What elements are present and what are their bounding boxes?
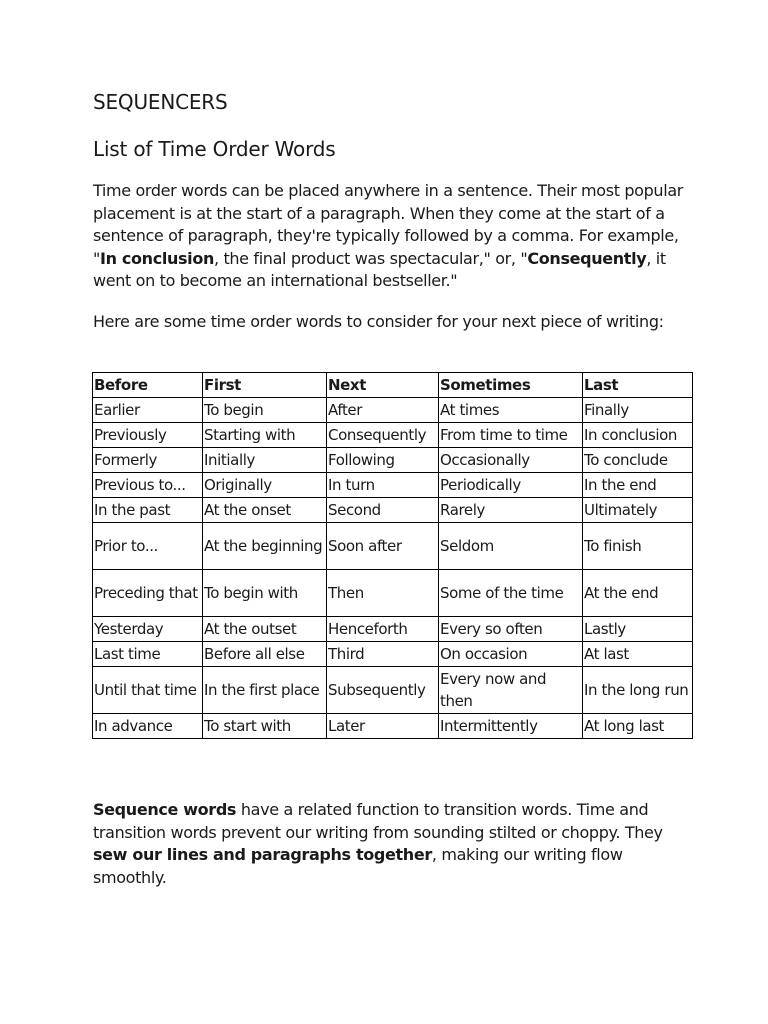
table-row: [93, 423, 693, 448]
table-row: [93, 498, 693, 523]
column-header: Sometimes: [439, 373, 583, 398]
table-cell: To begin: [203, 398, 327, 423]
table-cell: Second: [327, 498, 439, 523]
table-cell: Every now and then: [439, 667, 583, 714]
closing-bold-sequence-words: Sequence words: [93, 800, 237, 819]
table-cell: Then: [327, 570, 439, 617]
table-cell: At the end: [583, 570, 693, 617]
table-cell: On occasion: [439, 642, 583, 667]
table-row: [93, 473, 693, 498]
table-cell: Before all else: [203, 642, 327, 667]
intro-text-1: Time order words can be placed anywhere in a sentence. Their most popular placement is at the start of a paragraph. When they come at the start of a sentence of paragraph, they're typically followed by a comma. For example, ": [93, 181, 683, 268]
column-header: Next: [327, 373, 439, 398]
table-cell: In the past: [93, 498, 203, 523]
table-row: [93, 448, 693, 473]
table-cell: Lastly: [583, 617, 693, 642]
table-cell: Every so often: [439, 617, 583, 642]
table-cell: At long last: [583, 714, 693, 739]
intro-paragraph: [93, 180, 693, 293]
closing-text-2: , making our writing flow smoothly.: [93, 845, 623, 887]
table-cell: Originally: [203, 473, 327, 498]
table-row: [93, 617, 693, 642]
table-cell: Previous to...: [93, 473, 203, 498]
table-cell: Ultimately: [583, 498, 693, 523]
table-cell: Yesterday: [93, 617, 203, 642]
closing-paragraph: [93, 799, 693, 889]
section-heading: List of Time Order Words: [93, 137, 336, 161]
table-cell: Earlier: [93, 398, 203, 423]
closing-text-1: have a related function to transition words. Time and transition words prevent our writing from sounding stilted or choppy. They: [93, 800, 663, 842]
table-cell: At times: [439, 398, 583, 423]
table-cell: To begin with: [203, 570, 327, 617]
table-cell: Subsequently: [327, 667, 439, 714]
table-cell: In the first place: [203, 667, 327, 714]
table-cell: Seldom: [439, 523, 583, 570]
table-cell: Until that time: [93, 667, 203, 714]
table-row: [93, 667, 693, 714]
table-row: [93, 570, 693, 617]
table-row: [93, 642, 693, 667]
page-title: SEQUENCERS: [93, 90, 228, 114]
table-cell: Intermittently: [439, 714, 583, 739]
column-header: Before: [93, 373, 203, 398]
table-cell: To start with: [203, 714, 327, 739]
table-cell: Prior to...: [93, 523, 203, 570]
closing-bold-sew-lines: sew our lines and paragraphs together: [93, 845, 432, 864]
lead-paragraph: Here are some time order words to consider for your next piece of writing:: [93, 312, 664, 331]
table-cell: To conclude: [583, 448, 693, 473]
table-cell: Some of the time: [439, 570, 583, 617]
table-cell: At the outset: [203, 617, 327, 642]
table-cell: Last time: [93, 642, 203, 667]
table-row: [93, 398, 693, 423]
table-cell: Later: [327, 714, 439, 739]
intro-text-2: , the final product was spectacular," or, ": [214, 248, 528, 268]
table-row: [93, 714, 693, 739]
intro-bold-consequently: Consequently: [527, 248, 647, 268]
table-cell: In advance: [93, 714, 203, 739]
table-cell: Rarely: [439, 498, 583, 523]
intro-text-3: , it went on to become an international bestseller.": [93, 248, 666, 290]
table-cell: Occasionally: [439, 448, 583, 473]
column-header: First: [203, 373, 327, 398]
table-header-row: [93, 373, 693, 398]
table-cell: In the end: [583, 473, 693, 498]
column-header: Last: [583, 373, 693, 398]
time-order-words-table: [92, 372, 693, 739]
table-cell: At last: [583, 642, 693, 667]
intro-bold-in-conclusion: In conclusion: [100, 248, 214, 268]
table-cell: Soon after: [327, 523, 439, 570]
table-cell: Starting with: [203, 423, 327, 448]
table-cell: At the beginning: [203, 523, 327, 570]
table-cell: At the onset: [203, 498, 327, 523]
table-cell: Henceforth: [327, 617, 439, 642]
table-cell: Formerly: [93, 448, 203, 473]
table-cell: Initially: [203, 448, 327, 473]
table-cell: From time to time: [439, 423, 583, 448]
table-cell: To finish: [583, 523, 693, 570]
table-cell: Preceding that: [93, 570, 203, 617]
table-cell: Following: [327, 448, 439, 473]
table-cell: In conclusion: [583, 423, 693, 448]
table-cell: In the long run: [583, 667, 693, 714]
table-cell: Finally: [583, 398, 693, 423]
table-cell: After: [327, 398, 439, 423]
table-cell: Consequently: [327, 423, 439, 448]
table-cell: Previously: [93, 423, 203, 448]
table-cell: Third: [327, 642, 439, 667]
table-row: [93, 523, 693, 570]
table-cell: In turn: [327, 473, 439, 498]
table-cell: Periodically: [439, 473, 583, 498]
